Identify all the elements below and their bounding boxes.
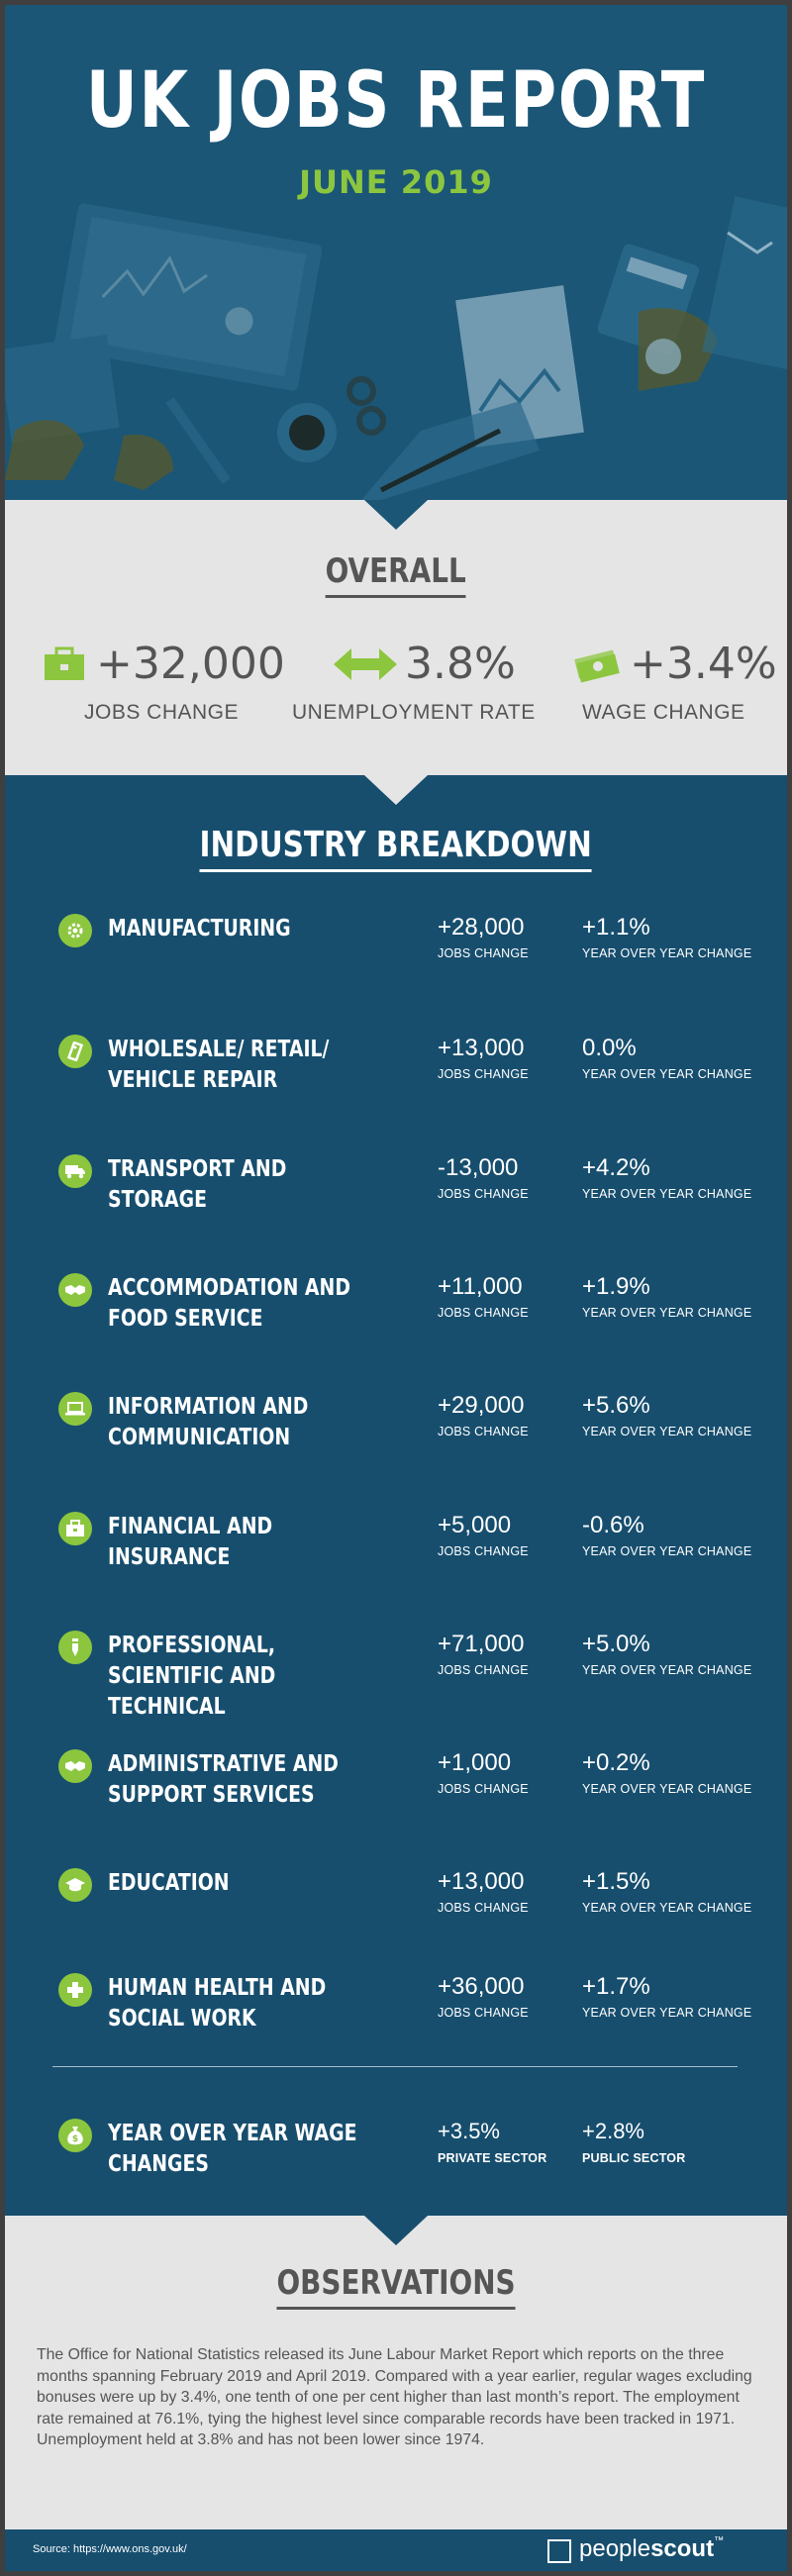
footer — [5, 2529, 787, 2571]
industry-row-health — [5, 1973, 787, 2062]
unemployment-rate-value: 3.8% — [405, 639, 516, 689]
industry-row-accommodation — [5, 1273, 787, 1362]
industry-row-education — [5, 1868, 787, 1957]
svg-text:$: $ — [71, 2134, 79, 2144]
handshake-icon — [58, 1749, 92, 1783]
industry-name: WHOLESALE/ RETAIL/ VEHICLE REPAIR — [108, 1037, 330, 1093]
jobs-change-label: JOBS CHANGE — [438, 1544, 529, 1558]
industry-row-transport — [5, 1154, 787, 1243]
truck-icon — [58, 1154, 92, 1188]
yoy-change-value: -0.6% — [582, 1512, 644, 1538]
jobs-change-label: JOBS CHANGE — [438, 1425, 529, 1438]
yoy-change-label: YEAR OVER YEAR CHANGE — [582, 1544, 752, 1558]
overall-wage-change — [574, 639, 777, 747]
brand-wordmark — [579, 2535, 724, 2563]
pen-icon — [58, 1631, 92, 1664]
laptop-icon — [58, 1392, 92, 1426]
industry-row-professional — [5, 1631, 787, 1720]
jobs-change-value: +71,000 — [438, 1631, 525, 1657]
private-sector-label: PRIVATE SECTOR — [438, 2151, 547, 2165]
public-sector-value: +2.8% — [582, 2119, 644, 2143]
money-icon — [574, 644, 622, 684]
overall-section — [5, 500, 787, 775]
overall-heading — [5, 551, 787, 598]
wage-change-value: +3.4% — [630, 639, 777, 689]
double-arrow-icon — [334, 646, 397, 682]
observations-heading — [5, 2263, 787, 2310]
observations-heading-text: OBSERVATIONS — [276, 2263, 515, 2310]
wage-change-label: WAGE CHANGE — [582, 701, 745, 724]
graduation-cap-icon — [58, 1868, 92, 1902]
medical-cross-icon — [58, 1973, 92, 2007]
gear-icon — [58, 914, 92, 947]
overall-unemployment-rate — [292, 639, 540, 747]
jobs-change-value: +11,000 — [438, 1273, 523, 1300]
yoy-change-label: YEAR OVER YEAR CHANGE — [582, 946, 752, 960]
yoy-change-value: 0.0% — [582, 1035, 637, 1061]
observations-section — [5, 2216, 787, 2529]
public-sector-label: PUBLIC SECTOR — [582, 2151, 686, 2165]
jobs-change-label: JOBS CHANGE — [438, 1067, 529, 1081]
yoy-change-label: YEAR OVER YEAR CHANGE — [582, 1187, 752, 1201]
industry-name: ACCOMMODATION AND FOOD SERVICE — [108, 1275, 350, 1332]
industry-row-wholesale — [5, 1035, 787, 1124]
industry-row-manufacturing — [5, 914, 787, 1003]
yoy-change-label: YEAR OVER YEAR CHANGE — [582, 1067, 752, 1081]
yoy-change-value: +5.0% — [582, 1631, 650, 1657]
yoy-change-value: +1.5% — [582, 1868, 650, 1895]
industry-heading-text: INDUSTRY BREAKDOWN — [200, 825, 592, 872]
section-notch — [364, 2216, 428, 2245]
briefcase-icon — [58, 1512, 92, 1545]
yoy-change-label: YEAR OVER YEAR CHANGE — [582, 1901, 752, 1915]
brand-light: people — [579, 2535, 651, 2562]
yoy-change-label: YEAR OVER YEAR CHANGE — [582, 1306, 752, 1320]
divider — [52, 2066, 738, 2067]
industry-name: YEAR OVER YEAR WAGE CHANGES — [108, 2121, 357, 2177]
industry-name: PROFESSIONAL, SCIENTIFIC AND TECHNICAL — [108, 1633, 276, 1720]
jobs-change-value: +5,000 — [438, 1512, 512, 1538]
overall-heading-text: OVERALL — [326, 551, 466, 598]
jobs-change-value: +1,000 — [438, 1749, 512, 1776]
overall-jobs-change — [43, 639, 285, 747]
section-notch — [364, 500, 428, 530]
industry-name: ADMINISTRATIVE AND SUPPORT SERVICES — [108, 1751, 339, 1808]
industry-name: EDUCATION — [108, 1870, 230, 1896]
yoy-change-value: +5.6% — [582, 1392, 650, 1419]
industry-name: MANUFACTURING — [108, 916, 291, 941]
source-text: Source: https://www.ons.gov.uk/ — [33, 2543, 187, 2555]
industry-row-financial — [5, 1512, 787, 1601]
industry-name: TRANSPORT AND STORAGE — [108, 1156, 287, 1213]
desk-illustration — [5, 193, 787, 500]
industry-section — [5, 775, 787, 2216]
section-notch — [364, 775, 428, 805]
peoplescout-logo-icon — [547, 2539, 571, 2563]
industry-name: FINANCIAL AND INSURANCE — [108, 1514, 273, 1570]
yoy-change-value: +4.2% — [582, 1154, 650, 1181]
industry-heading — [5, 825, 787, 872]
jobs-change-value: +13,000 — [438, 1868, 525, 1895]
price-tag-icon — [58, 1035, 92, 1068]
briefcase-icon — [43, 646, 86, 682]
yoy-change-value: +1.7% — [582, 1973, 650, 2000]
jobs-change-label: JOBS CHANGE — [438, 1901, 529, 1915]
header — [5, 5, 787, 500]
jobs-change-value: +28,000 — [438, 914, 525, 941]
jobs-change-value: +36,000 — [438, 1973, 525, 2000]
jobs-change-value: -13,000 — [438, 1154, 519, 1181]
yoy-change-label: YEAR OVER YEAR CHANGE — [582, 1782, 752, 1796]
observations-text: The Office for National Statistics released its June Labour Market Report which reports on the three months spanning February 2019 and April 2019. Compared with a year earlier, regular wages excluding bonuses were up by 3.4%, one tenth of one per cent higher than last month’s report. The employment rate remained at 76.1%, tying the highest level since comparable records have been tracked in 1971. Unemployment held at 3.8% and has not been lower since 1974. — [37, 2346, 752, 2448]
yoy-change-label: YEAR OVER YEAR CHANGE — [582, 1663, 752, 1677]
jobs-change-label: JOBS CHANGE — [438, 2006, 529, 2020]
brand-tm: ™ — [714, 2535, 725, 2546]
yoy-change-label: YEAR OVER YEAR CHANGE — [582, 1425, 752, 1438]
yoy-change-value: +1.9% — [582, 1273, 650, 1300]
industry-row-administrative — [5, 1749, 787, 1838]
jobs-change-value: +29,000 — [438, 1392, 525, 1419]
jobs-change-label: JOBS CHANGE — [438, 1663, 529, 1677]
money-bag-icon — [58, 2119, 92, 2152]
jobs-change-label: JOBS CHANGE — [438, 1782, 529, 1796]
jobs-change-value: +32,000 — [96, 639, 285, 689]
jobs-change-label: JOBS CHANGE — [438, 1306, 529, 1320]
yoy-change-value: +1.1% — [582, 914, 650, 941]
industry-name: HUMAN HEALTH AND SOCIAL WORK — [108, 1975, 327, 2031]
yoy-change-value: +0.2% — [582, 1749, 650, 1776]
handshake-icon — [58, 1273, 92, 1307]
page-title: UK JOBS REPORT — [85, 56, 707, 146]
unemployment-rate-label: UNEMPLOYMENT RATE — [292, 701, 536, 724]
page-subtitle: JUNE 2019 — [299, 163, 493, 201]
brand-bold: scout — [650, 2535, 715, 2562]
yoy-change-label: YEAR OVER YEAR CHANGE — [582, 2006, 752, 2020]
infographic — [5, 5, 787, 2571]
industry-row-wage-changes — [5, 2119, 787, 2208]
industry-name: INFORMATION AND COMMUNICATION — [108, 1394, 309, 1450]
jobs-change-label: JOBS CHANGE — [84, 701, 240, 724]
industry-row-information — [5, 1392, 787, 1481]
jobs-change-value: +13,000 — [438, 1035, 525, 1061]
jobs-change-label: JOBS CHANGE — [438, 1187, 529, 1201]
jobs-change-label: JOBS CHANGE — [438, 946, 529, 960]
private-sector-value: +3.5% — [438, 2119, 500, 2143]
